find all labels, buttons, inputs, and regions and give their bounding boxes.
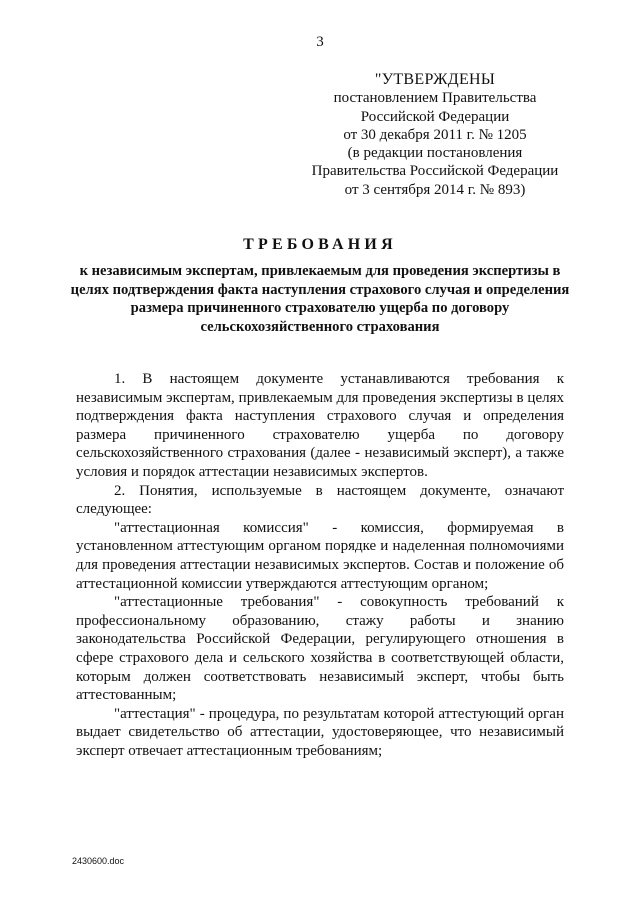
approval-line: Правительства Российской Федерации [311,163,559,180]
approval-line: "УТВЕРЖДЕНЫ [374,71,496,88]
page-number: 3 [316,34,324,50]
document-body [76,370,564,760]
approval-block [300,71,570,199]
approval-line: постановлением Правительства [333,90,537,107]
definition-attestation-commission: "аттестационная комиссия" - комиссия, формируемая в установленном аттестующим органом порядке и наделенная полномочиями для проведения аттестации независимых экспертов. Состав и положение об аттестационной комиссии утверждаются аттестующим органом; [76,519,564,592]
approval-line: от 3 сентября 2014 г. № 893) [344,181,526,198]
document-title: ТРЕБОВАНИЯ [243,236,397,253]
paragraph-1: 1. В настоящем документе устанавливаются требования к независимым экспертам, привлекаемым для проведения экспертизы в целях подтверждения факта наступления страхового случая и определения размера причиненного страхователю ущерба по договору сельскохозяйственного страхования (далее - независимый эксперт), а также условия и порядок аттестации независимых экспертов. [76,371,564,480]
definition-attestation-requirements: "аттестационные требования" - совокупность требований к профессиональному образованию, стажу работы и знанию законодательства Российской Федерации, регулирующего отношения в сфере страхового дела и сельского хозяйства в соответствующей области, которым должен соответствовать независимый эксперт, чтобы быть аттестованным; [76,594,564,704]
definition-attestation: "аттестация" - процедура, по результатам которой аттестующий орган выдает свидетельство об аттестации, удостоверяющее, что независимый эксперт отвечает аттестационным требованиям; [76,705,564,759]
file-name-footer: 2430600.doc [72,856,125,866]
approval-line: (в редакции постановления [347,145,523,162]
document-subtitle: к независимым экспертам, привлекаемым для проведения экспертизы в целях подтверждения факта наступления страхового случая и определения размера причиненного страхователю ущерба по договору сельскохозяйственного страхования [70,263,570,335]
approval-line: от 30 декабря 2011 г. № 1205 [343,126,527,143]
approval-line: Российской Федерации [360,108,510,125]
paragraph-2: 2. Понятия, используемые в настоящем документе, означают следующее: [76,482,564,518]
